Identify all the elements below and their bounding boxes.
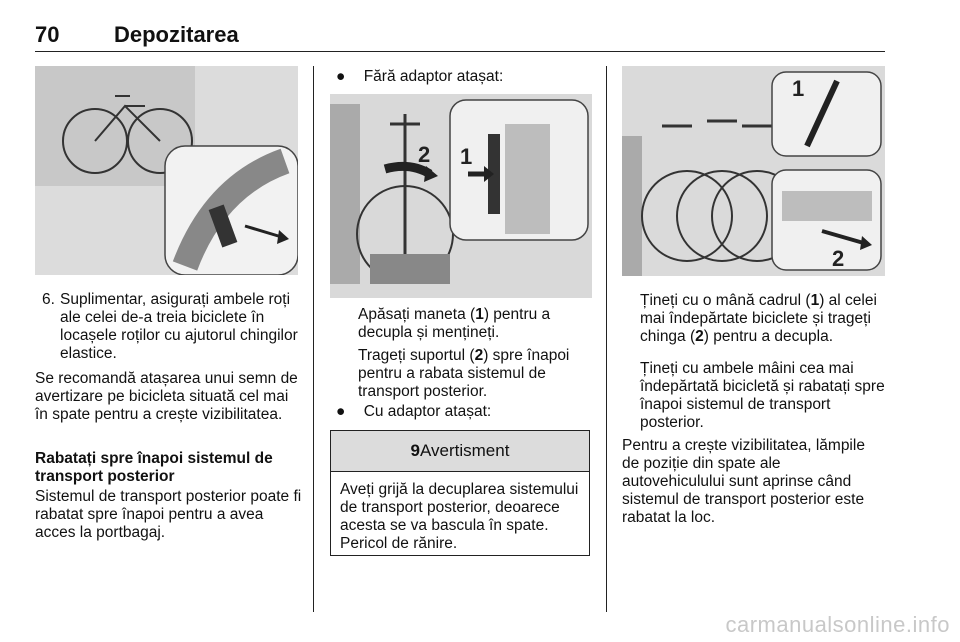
carrier-with-adapter-illustration — [622, 66, 885, 276]
instruction-hold-frame — [640, 292, 880, 346]
figure-label-1: 1 — [460, 144, 473, 169]
bullet-2-text: Cu adaptor atașat: — [363, 403, 492, 420]
warning-text: Aveți grijă la decuplarea sistemului de transport posterior, deoarece acesta se va bascula în spate. Pericol de rănire. — [340, 481, 579, 552]
bike-strap-illustration — [35, 66, 298, 275]
instruction-press-lever — [358, 306, 588, 342]
pull-ref-2: 2 — [474, 347, 484, 364]
section-heading: Rabatați spre înapoi sistemul de transport posterior — [35, 450, 273, 485]
press-ref-1: 1 — [475, 306, 484, 323]
press-text-post: ) pentru a decupla și mențineți. — [358, 306, 551, 341]
watermark: carmanualsonline.info — [725, 612, 950, 637]
bullet-1 — [336, 68, 503, 86]
figure-label-2: 2 — [832, 246, 845, 271]
bullet-2 — [336, 403, 491, 421]
hold-text-mid: ) al celei mai îndepărtate biciclete și trageți chinga ( — [640, 292, 877, 345]
page-number: 70 — [35, 22, 60, 47]
warning-header — [331, 431, 589, 472]
paragraph-fold-back: Sistemul de transport posterior poate fi rabatat spre înapoi pentru a avea acces la portbagaj. — [35, 488, 302, 541]
warning-box — [330, 430, 590, 556]
press-text-pre: Apăsați maneta ( — [358, 306, 476, 323]
carrier-without-adapter-illustration — [330, 94, 592, 298]
bullet-dot-icon: ● — [336, 68, 346, 85]
paragraph-lamps: Pentru a crește vizibilitatea, lămpile de poziție din spate ale autovehiculului sunt aprinse când sistemul de transport posterior este rabatat la loc. — [622, 437, 865, 526]
page-title: Depozitarea — [114, 22, 239, 47]
pull-text-pre: Trageți suportul ( — [358, 347, 475, 364]
header-rule — [35, 51, 885, 52]
column-divider-2 — [606, 66, 607, 612]
warning-icon: 9 — [410, 441, 420, 460]
figure-with-adapter — [622, 66, 885, 276]
warning-title: Avertisment — [420, 441, 510, 460]
page-header — [0, 0, 960, 50]
hold-text-post: ) pentru a decupla. — [703, 328, 834, 345]
step-text: Suplimentar, asigurați ambele roți ale celei de-a treia biciclete în locașele roților cu ajutorul chingilor elastice. — [60, 291, 298, 362]
figure-label-2: 2 — [418, 142, 431, 167]
instruction-fold-back: Țineți cu ambele mâini cea mai îndepărtată bicicletă și rabatați spre înapoi sistemul de transport posterior. — [640, 360, 885, 431]
bullet-1-text: Fără adaptor atașat: — [363, 68, 504, 85]
instruction-pull-support — [358, 347, 590, 401]
pull-text-post: ) spre înapoi pentru a rabata sistemul de transport posterior. — [358, 347, 570, 400]
step-number: 6. — [42, 291, 55, 308]
figure-without-adapter — [330, 94, 592, 298]
paragraph-warning-sign: Se recomandă atașarea unui semn de avertizare pe bicicleta situată cel mai în spate pentru a crește vizibilitatea. — [35, 370, 298, 423]
hold-ref-1: 1 — [810, 292, 820, 309]
bullet-dot-icon: ● — [336, 403, 346, 420]
hold-text-pre: Țineți cu o mână cadrul ( — [640, 292, 811, 309]
figure-label-1: 1 — [792, 76, 805, 101]
figure-bike-strap — [35, 66, 298, 275]
hold-ref-2: 2 — [695, 328, 704, 345]
column-divider-1 — [313, 66, 314, 612]
